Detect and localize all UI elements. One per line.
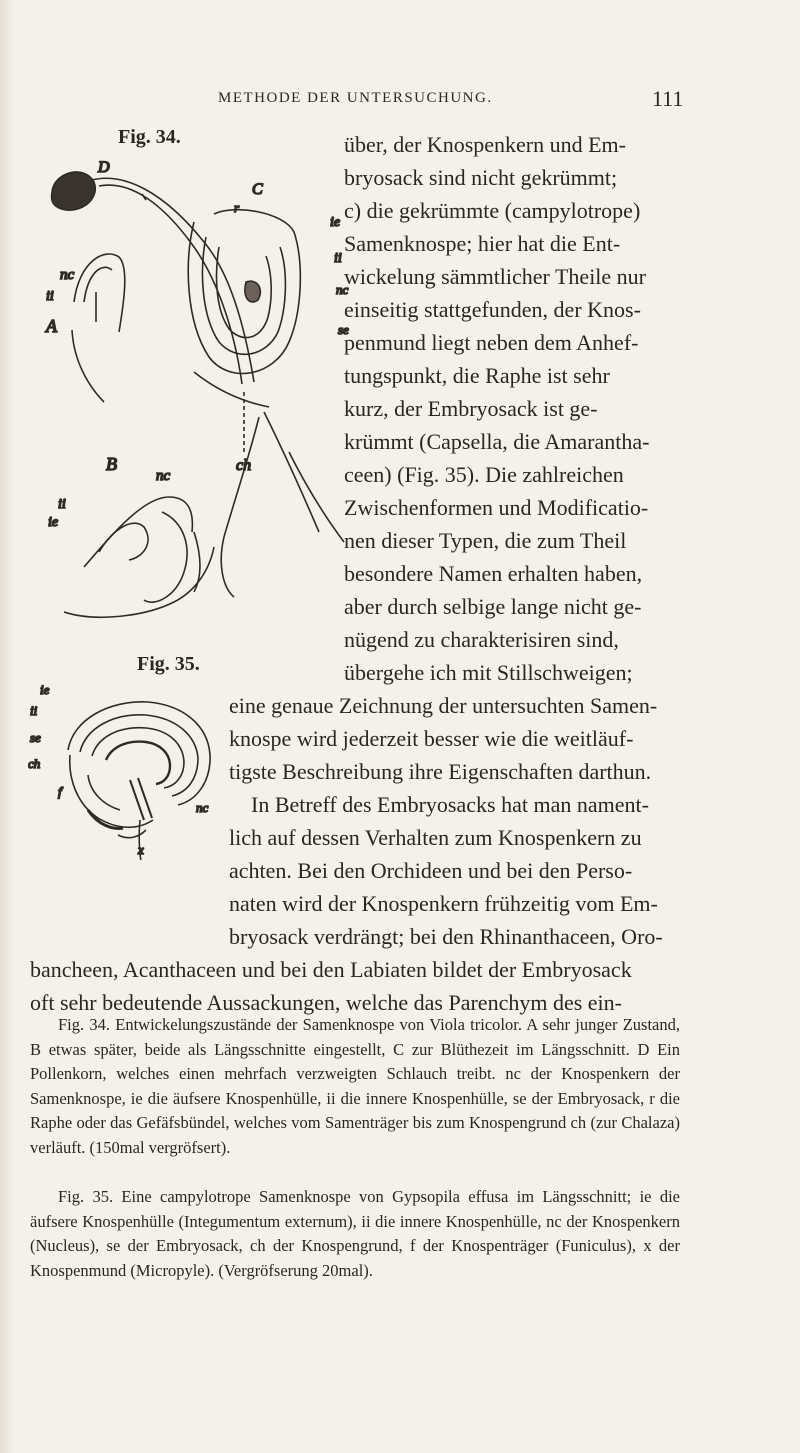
body-line-10: krümmt (Capsella, die Amarantha- <box>344 429 650 454</box>
body-line-11: ceen) (Fig. 35). Die zahlreichen <box>344 462 624 487</box>
page-edge-shadow <box>0 0 14 1453</box>
figure-34-drawing <box>44 152 354 652</box>
body-line-20: tigste Beschreibung ihre Eigenschaften darthun. <box>229 759 652 784</box>
body-line-19: knospe wird jederzeit besser wie die weitläuf- <box>229 726 634 751</box>
fig34-letter-ie-c: ie <box>330 215 341 230</box>
body-line-18: eine genaue Zeichnung der untersuchten Samen- <box>229 693 658 718</box>
fig34-letter-nc-b: nc <box>156 468 171 484</box>
fig34-letter-nc-c: nc <box>336 282 349 297</box>
body-line-3: c) die gekrümmte (campylotrope) <box>344 198 641 223</box>
fig34-letter-a: A <box>46 316 57 336</box>
fig34-letter-r-c: r <box>234 200 240 215</box>
fig34-letter-se-c: se <box>338 322 349 337</box>
fig35-letter-f: f <box>58 784 62 799</box>
ovule-c <box>188 210 344 597</box>
fig34-letter-b: B <box>106 454 117 474</box>
fig35-letter-nc: nc <box>196 800 209 815</box>
fig35-letter-ie: ie <box>40 682 50 697</box>
fig34-letter-d: D <box>98 159 110 176</box>
ovule-b <box>64 497 214 617</box>
body-line-25: bryosack verdrängt; bei den Rhinanthaceen, Oro- <box>229 924 663 949</box>
figure-35-svg <box>28 680 228 860</box>
body-line-16: nügend zu charakterisiren sind, <box>344 627 619 652</box>
body-line-4: Samenknospe; hier hat die Ent- <box>344 231 621 256</box>
body-line-5: wickelung sämmtlicher Theile nur <box>344 264 647 289</box>
body-line-9: kurz, der Embryosack ist ge- <box>344 396 598 421</box>
page-number: 111 <box>652 86 684 111</box>
fig35-letter-ch: ch <box>28 756 41 771</box>
figure-35-label: Fig. 35. <box>137 653 200 675</box>
body-line-21: In Betreff des Embryosacks hat man nament- <box>251 792 649 817</box>
fig34-letter-nc-a: nc <box>60 267 75 283</box>
figure-34-svg <box>44 152 354 652</box>
fig34-letter-ii-c: ii <box>334 251 342 266</box>
body-line-27: oft sehr bedeutende Aussackungen, welche das Parenchym des ein- <box>30 990 622 1015</box>
body-line-14: besondere Namen erhalten haben, <box>344 561 643 586</box>
running-title: METHODE DER UNTERSUCHUNG. <box>218 90 493 106</box>
fig35-letter-x: x <box>138 842 144 857</box>
campylotrope-ovule <box>68 702 210 860</box>
fig34-letter-ie-b: ie <box>48 515 59 530</box>
body-line-8: tungspunkt, die Raphe ist sehr <box>344 363 610 388</box>
ovule-a <box>72 254 125 402</box>
figure-34-label: Fig. 34. <box>118 126 181 148</box>
figure-35-drawing <box>28 680 228 860</box>
body-line-22: lich auf dessen Verhalten zum Knospenkern zu <box>229 825 642 850</box>
body-line-13: nen dieser Typen, die zum Theil <box>344 528 627 553</box>
body-line-15: aber durch selbige lange nicht ge- <box>344 594 642 619</box>
pollen-grain-d <box>52 172 254 384</box>
body-line-7: penmund liegt neben dem Anhef- <box>344 330 639 355</box>
figure-34-caption: Fig. 34. Entwickelungszustände der Samenknospe von Viola tricolor. A sehr junger Zustand, B etwas später, beide als Längsschnitte eingestellt, C zur Blüthezeit im Längsschnitt. D Ein Pollenkorn, welches einen mehrfach verzweigten Schlauch treibt. nc der Knospenkern der Samenknospe, ie die äufsere Knospenhülle, ii die innere Knospenhülle, se der Embryosack, r die Raphe oder das Gefäfsbündel, welches vom Samenträger bis zum Knospengrund ch (zur Chalaza) verläuft. (150mal vergröfsert). <box>30 1015 680 1157</box>
fig35-letter-ii: ii <box>30 703 38 718</box>
body-line-2: bryosack sind nicht gekrümmt; <box>344 165 618 190</box>
fig34-letter-ii-b: ii <box>58 497 66 512</box>
body-line-23: achten. Bei den Orchideen und bei den Perso- <box>229 858 633 883</box>
body-line-24: naten wird der Knospenkern frühzeitig vom Em- <box>229 891 658 916</box>
fig34-letter-ch: ch <box>236 457 252 474</box>
page-header <box>0 86 800 116</box>
body-line-6: einseitig stattgefunden, der Knos- <box>344 297 641 322</box>
body-line-26: bancheen, Acanthaceen und bei den Labiaten bildet der Embryosack <box>30 957 632 982</box>
fig34-letter-ii-a: ii <box>46 289 54 304</box>
figure-35-caption: Fig. 35. Eine campylotrope Samenknospe von Gypsopila effusa im Längsschnitt; ie die äufsere Knospenhülle (Integumentum externum), ii die innere Knospenhülle, nc der Knospenkern (Nucleus), se der Embryosack, ch der Knospengrund, f der Knospenträger (Funiculus), x der Knospenmund (Micropyle). (Vergröfserung 20mal). <box>30 1187 680 1280</box>
fig35-letter-se: se <box>30 730 41 745</box>
body-line-12: Zwischenformen und Modificatio- <box>344 495 649 520</box>
fig34-letter-c: C <box>252 181 263 198</box>
body-line-17: übergehe ich mit Stillschweigen; <box>344 660 633 685</box>
body-line-1: über, der Knospenkern und Em- <box>344 132 626 157</box>
